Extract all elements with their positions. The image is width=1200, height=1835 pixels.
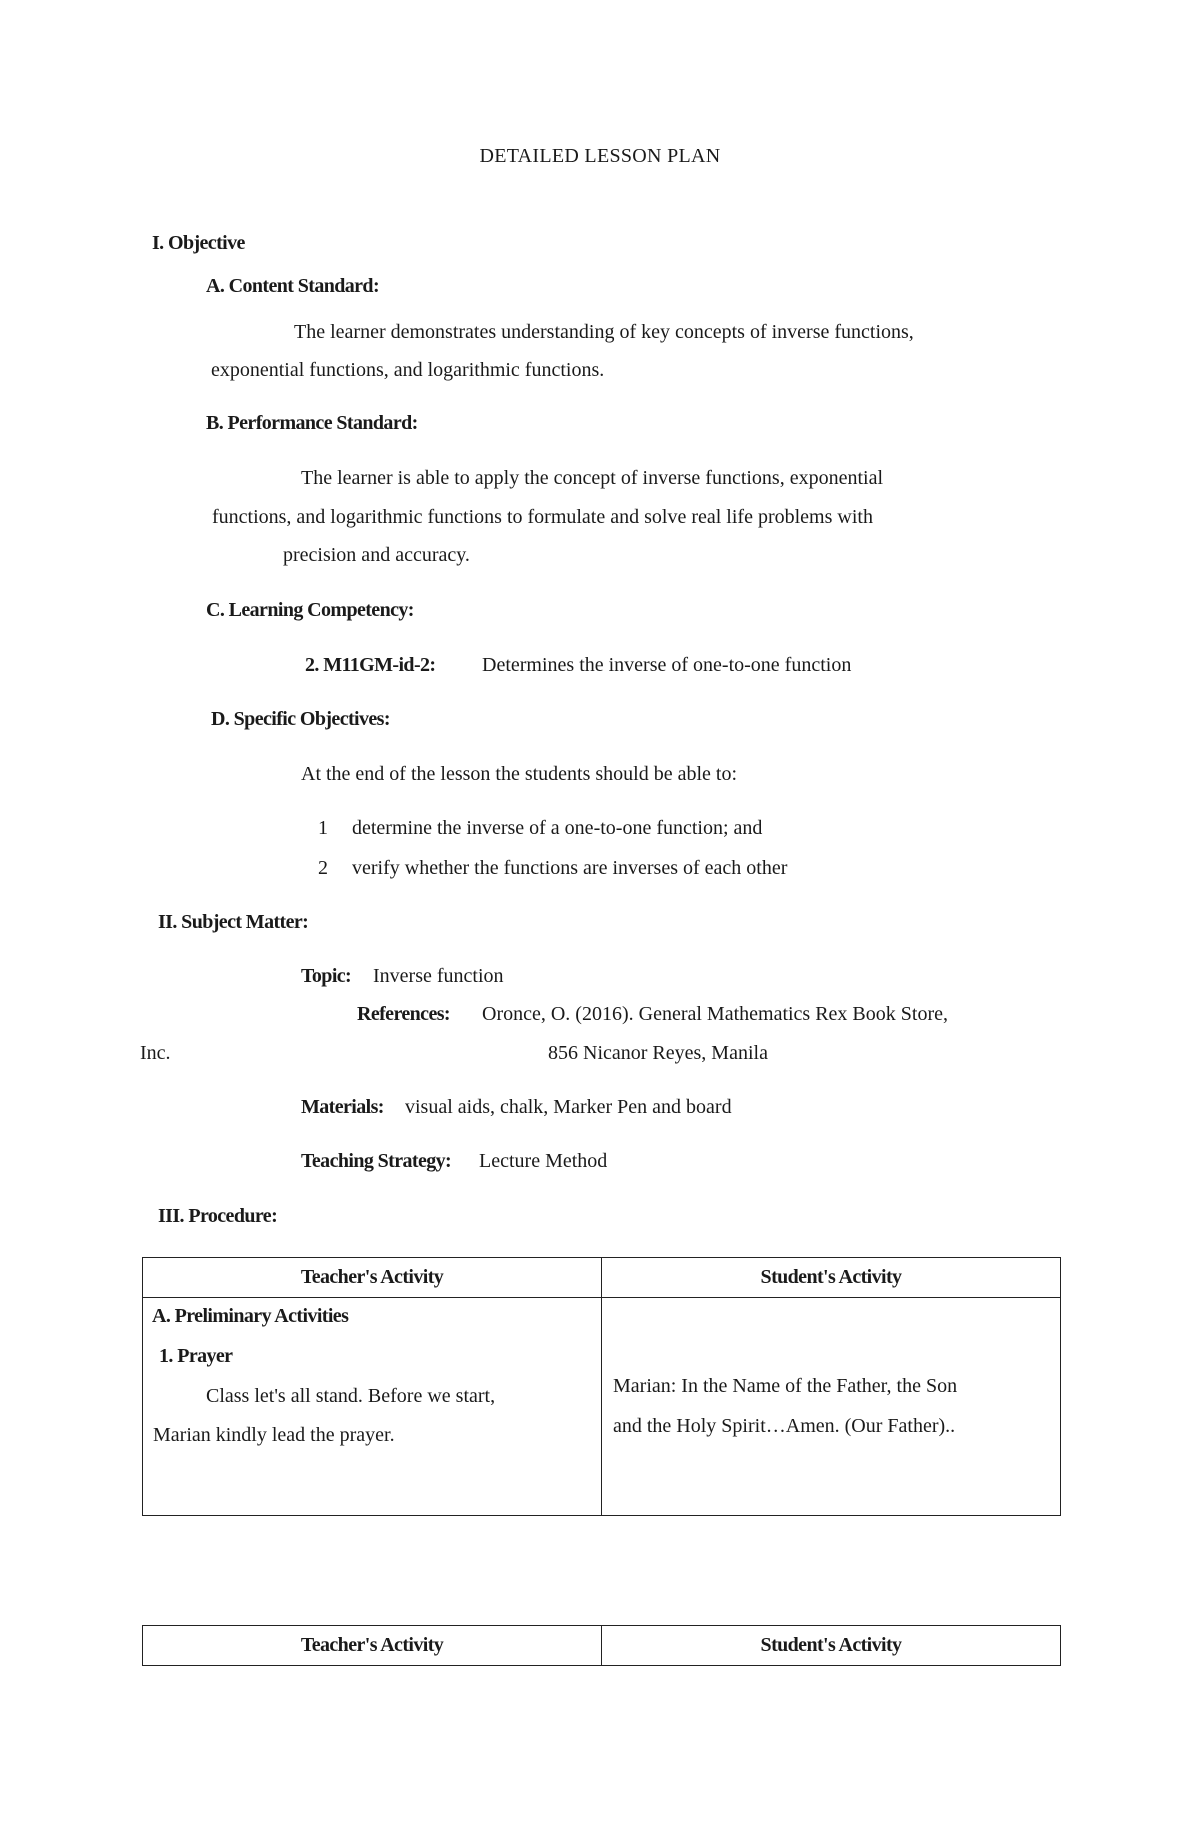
content-standard-line1: The learner demonstrates understanding of key concepts of inverse functions, [294,321,914,343]
references-value: Oronce, O. (2016). General Mathematics Rex Book Store, [482,1003,948,1025]
teacher-activity-header: Teacher's Activity [143,1258,602,1298]
teaching-strategy-value: Lecture Method [479,1150,608,1172]
learning-competency-label: C. Learning Competency: [206,599,414,621]
references-continuation-right: 856 Nicanor Reyes, Manila [548,1042,768,1064]
specific-objectives-label: D. Specific Objectives: [211,708,390,730]
materials-value: visual aids, chalk, Marker Pen and board [405,1096,732,1118]
teacher-line: Class let's all stand. Before we start, [206,1385,496,1407]
performance-standard-line1: The learner is able to apply the concept of inverse functions, exponential [301,467,884,489]
table-header-row [143,1626,1061,1666]
materials-label: Materials: [301,1096,384,1118]
table-row [143,1298,1061,1516]
competency-code: 2. M11GM-id-2: [305,654,436,676]
performance-standard-line2: functions, and logarithmic functions to formulate and solve real life problems with [212,506,873,528]
topic-value: Inverse function [373,965,504,987]
performance-standard-line3: precision and accuracy. [283,544,470,566]
objective-item-number: 1 [318,817,328,839]
student-activity-header: Student's Activity [602,1258,1061,1298]
references-continuation-left: Inc. [140,1042,171,1064]
table-header-row [143,1258,1061,1298]
prayer-heading: 1. Prayer [159,1345,233,1367]
student-activity-header: Student's Activity [602,1626,1061,1666]
objective-item-text: verify whether the functions are inverses of each other [352,857,788,879]
student-line: and the Holy Spirit…Amen. (Our Father).. [613,1415,956,1437]
objective-heading: I. Objective [152,232,245,254]
teacher-activity-header: Teacher's Activity [143,1626,602,1666]
subject-matter-heading: II. Subject Matter: [158,911,309,933]
teacher-activity-cell [143,1298,602,1516]
objective-item-number: 2 [318,857,328,879]
references-label: References: [357,1003,450,1025]
objective-item-text: determine the inverse of a one-to-one function; and [352,817,763,839]
competency-text: Determines the inverse of one-to-one function [482,654,852,676]
specific-objectives-intro: At the end of the lesson the students should be able to: [301,763,738,785]
preliminary-activities-heading: A. Preliminary Activities [152,1305,349,1327]
content-standard-line2: exponential functions, and logarithmic functions. [211,359,605,381]
procedure-heading: III. Procedure: [158,1205,278,1227]
procedure-table [142,1257,1061,1516]
student-line: Marian: In the Name of the Father, the Son [613,1375,958,1397]
student-activity-cell [602,1298,1061,1516]
teacher-line: Marian kindly lead the prayer. [153,1424,395,1446]
topic-label: Topic: [301,965,352,987]
activity-table-continued [142,1625,1061,1666]
teaching-strategy-label: Teaching Strategy: [301,1150,452,1172]
content-standard-label: A. Content Standard: [206,275,380,297]
document-title: DETAILED LESSON PLAN [479,145,721,167]
performance-standard-label: B. Performance Standard: [206,412,418,434]
